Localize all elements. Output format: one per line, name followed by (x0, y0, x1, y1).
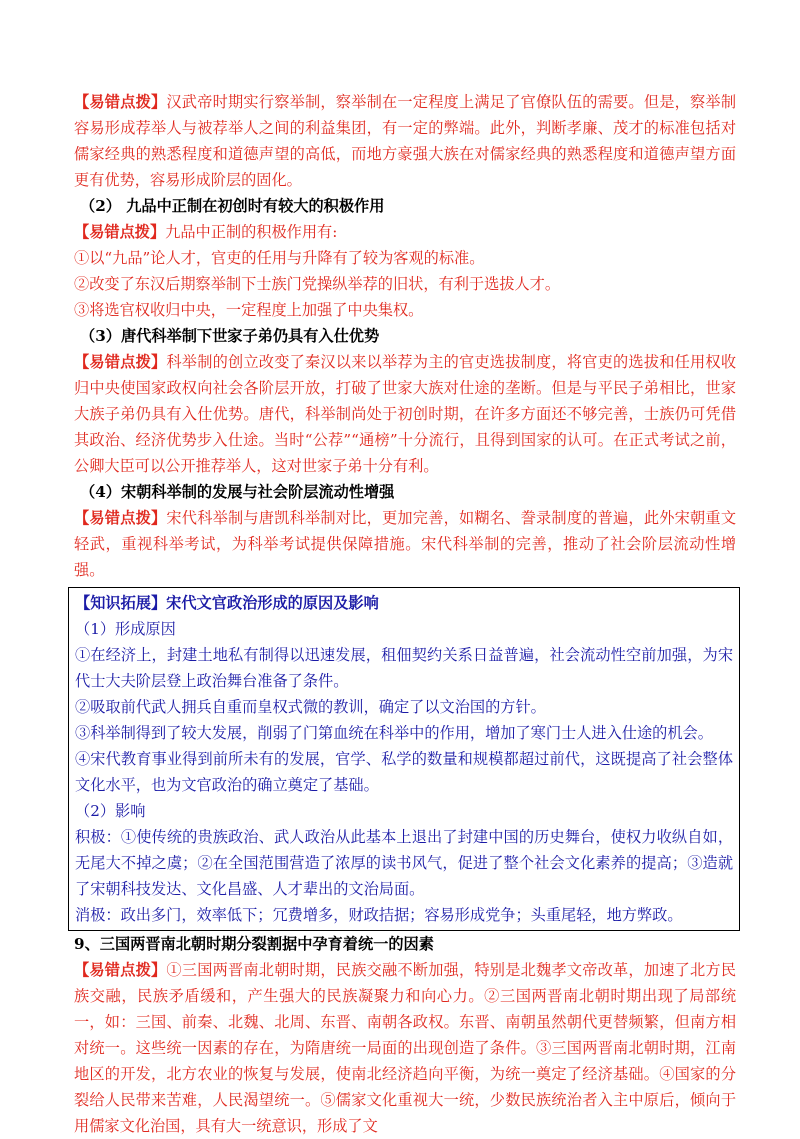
song-heading: （4）宋朝科举制的发展与社会阶层流动性增强 (80, 483, 395, 501)
jiupin-intro (74, 219, 736, 245)
knowledge-box-title: 【知识拓展】宋代文官政治形成的原因及影响 (75, 594, 379, 612)
error-tip-tag: 【易错点拨】 (74, 961, 167, 979)
cause-item-2: ②吸取前代武人拥兵自重而皇权式微的教训，确定了以文治国的方针。 (75, 698, 546, 716)
hanwu-text: 汉武帝时期实行察举制，察举制在一定程度上满足了官僚队伍的需要。但是，察举制容易形成荐举人与被荐举人之间的利益集团，有一定的弊端。此外，判断孝廉、茂才的标准包括对儒家经典的熟悉程度和道德声望的高低，而地方豪强大族在对儒家经典的熟悉程度和道德声望方面更有优势，容易形成阶层的固化。 (74, 93, 737, 189)
error-tip-tag: 【易错点拨】 (74, 509, 167, 527)
hanwu-paragraph (74, 89, 736, 193)
document-page (74, 89, 736, 1139)
jiupin-point-2: ②改变了东汉后期察举制下士族门党操纵举荐的旧状，有利于选拔人才。 (74, 275, 560, 293)
effect-positive: 积极：①使传统的贵族政治、武人政治从此基本上退出了封建中国的历史舞台，使权力收纵自如，无尾大不掉之虞；②在全国范围营造了浓厚的读书风气，促进了整个社会文化素养的提高；③造就了宋朝科技发达、文化昌盛、人才辈出的文治局面。 (75, 828, 733, 898)
jiupin-point-1: ①以“九品”论人才，官吏的任用与升降有了较为客观的标准。 (74, 249, 485, 267)
tang-heading: （3）唐代科举制下世家子弟仍具有入仕优势 (80, 327, 380, 345)
cause-item-1: ①在经济上，封建土地私有制得以迅速发展，租佃契约关系日益普遍，社会流动性空前加强，为宋代士大夫阶层登上政治舞台准备了条件。 (75, 646, 733, 690)
jiupin-intro-text: 九品中正制的积极作用有: (165, 223, 338, 241)
tang-text: 科举制的创立改变了秦汉以来以举荐为主的官吏选拔制度，将官吏的选拔和任用权收归中央使国家政权向社会各阶层开放，打破了世家大族对仕途的垄断。但是与平民子弟相比，世家大族子弟仍具有入仕优势。唐代，科举制尚处于初创时期，在许多方面还不够完善，士族仍可凭借其政治、经济优势步入仕途。当时“公荐”“通榜”十分流行，且得到国家的认可。在正式考试之前，公卿大臣可以公开推荐举人，这对世家子弟十分有利。 (74, 353, 737, 475)
cause-item-4: ④宋代教育事业得到前所未有的发展，官学、私学的数量和规模都超过前代，这既提高了社会整体文化水平，也为文官政治的确立奠定了基础。 (75, 750, 733, 794)
error-tip-tag: 【易错点拨】 (74, 223, 166, 241)
section-nine-text: ①三国两晋南北朝时期，民族交融不断加强，特别是北魏孝文帝改革，加速了北方民族交融，民族矛盾缓和，产生强大的民族凝聚力和向心力。②三国两晋南北朝时期出现了局部统一，如：三国、前秦、北魏、北周、东晋、南朝各政权。东晋、南朝虽然朝代更替频繁，但南方相对统一。这些统一因素的存在，为隋唐统一局面的出现创造了条件。③三国两晋南北朝时期，江南地区的开发，北方农业的恢复与发展，使南北经济趋向平衡，为统一奠定了经济基础。④国家的分裂给人民带来苦难，人民渴望统一。⑤儒家文化重视大一统，少数民族统治者入主中原后，倾向于用儒家文化治国，具有大一统意识，形成了文 (74, 961, 737, 1135)
error-tip-tag: 【易错点拨】 (74, 353, 167, 371)
jiupin-heading: （2） 九品中正制在初创时有较大的积极作用 (80, 197, 385, 215)
tang-paragraph (74, 349, 736, 479)
effect-negative: 消极：政出多门，效率低下；冗费增多，财政拮据；容易形成党争；头重尾轻，地方弊政。 (75, 906, 683, 924)
song-paragraph (74, 505, 736, 583)
section-nine-paragraph (74, 957, 736, 1139)
cause-heading: （1）形成原因 (75, 620, 176, 638)
section-nine-heading: 9、三国两晋南北朝时期分裂割据中孕育着统一的因素 (74, 935, 434, 953)
error-tip-tag: 【易错点拨】 (74, 93, 167, 111)
knowledge-box (68, 587, 740, 931)
jiupin-point-3: ③将选官权收归中央，一定程度上加强了中央集权。 (74, 301, 424, 319)
effect-heading: （2）影响 (75, 802, 146, 820)
song-text: 宋代科举制与唐凯科举制对比，更加完善，如糊名、誊录制度的普遍，此外宋朝重文轻武，重视科举考试，为科举考试提供保障措施。宋代科举制的完善，推动了社会阶层流动性增强。 (74, 509, 737, 579)
cause-item-3: ③科举制得到了较大发展，削弱了门第血统在科举中的作用，增加了寒门士人进入仕途的机会。 (75, 724, 713, 742)
